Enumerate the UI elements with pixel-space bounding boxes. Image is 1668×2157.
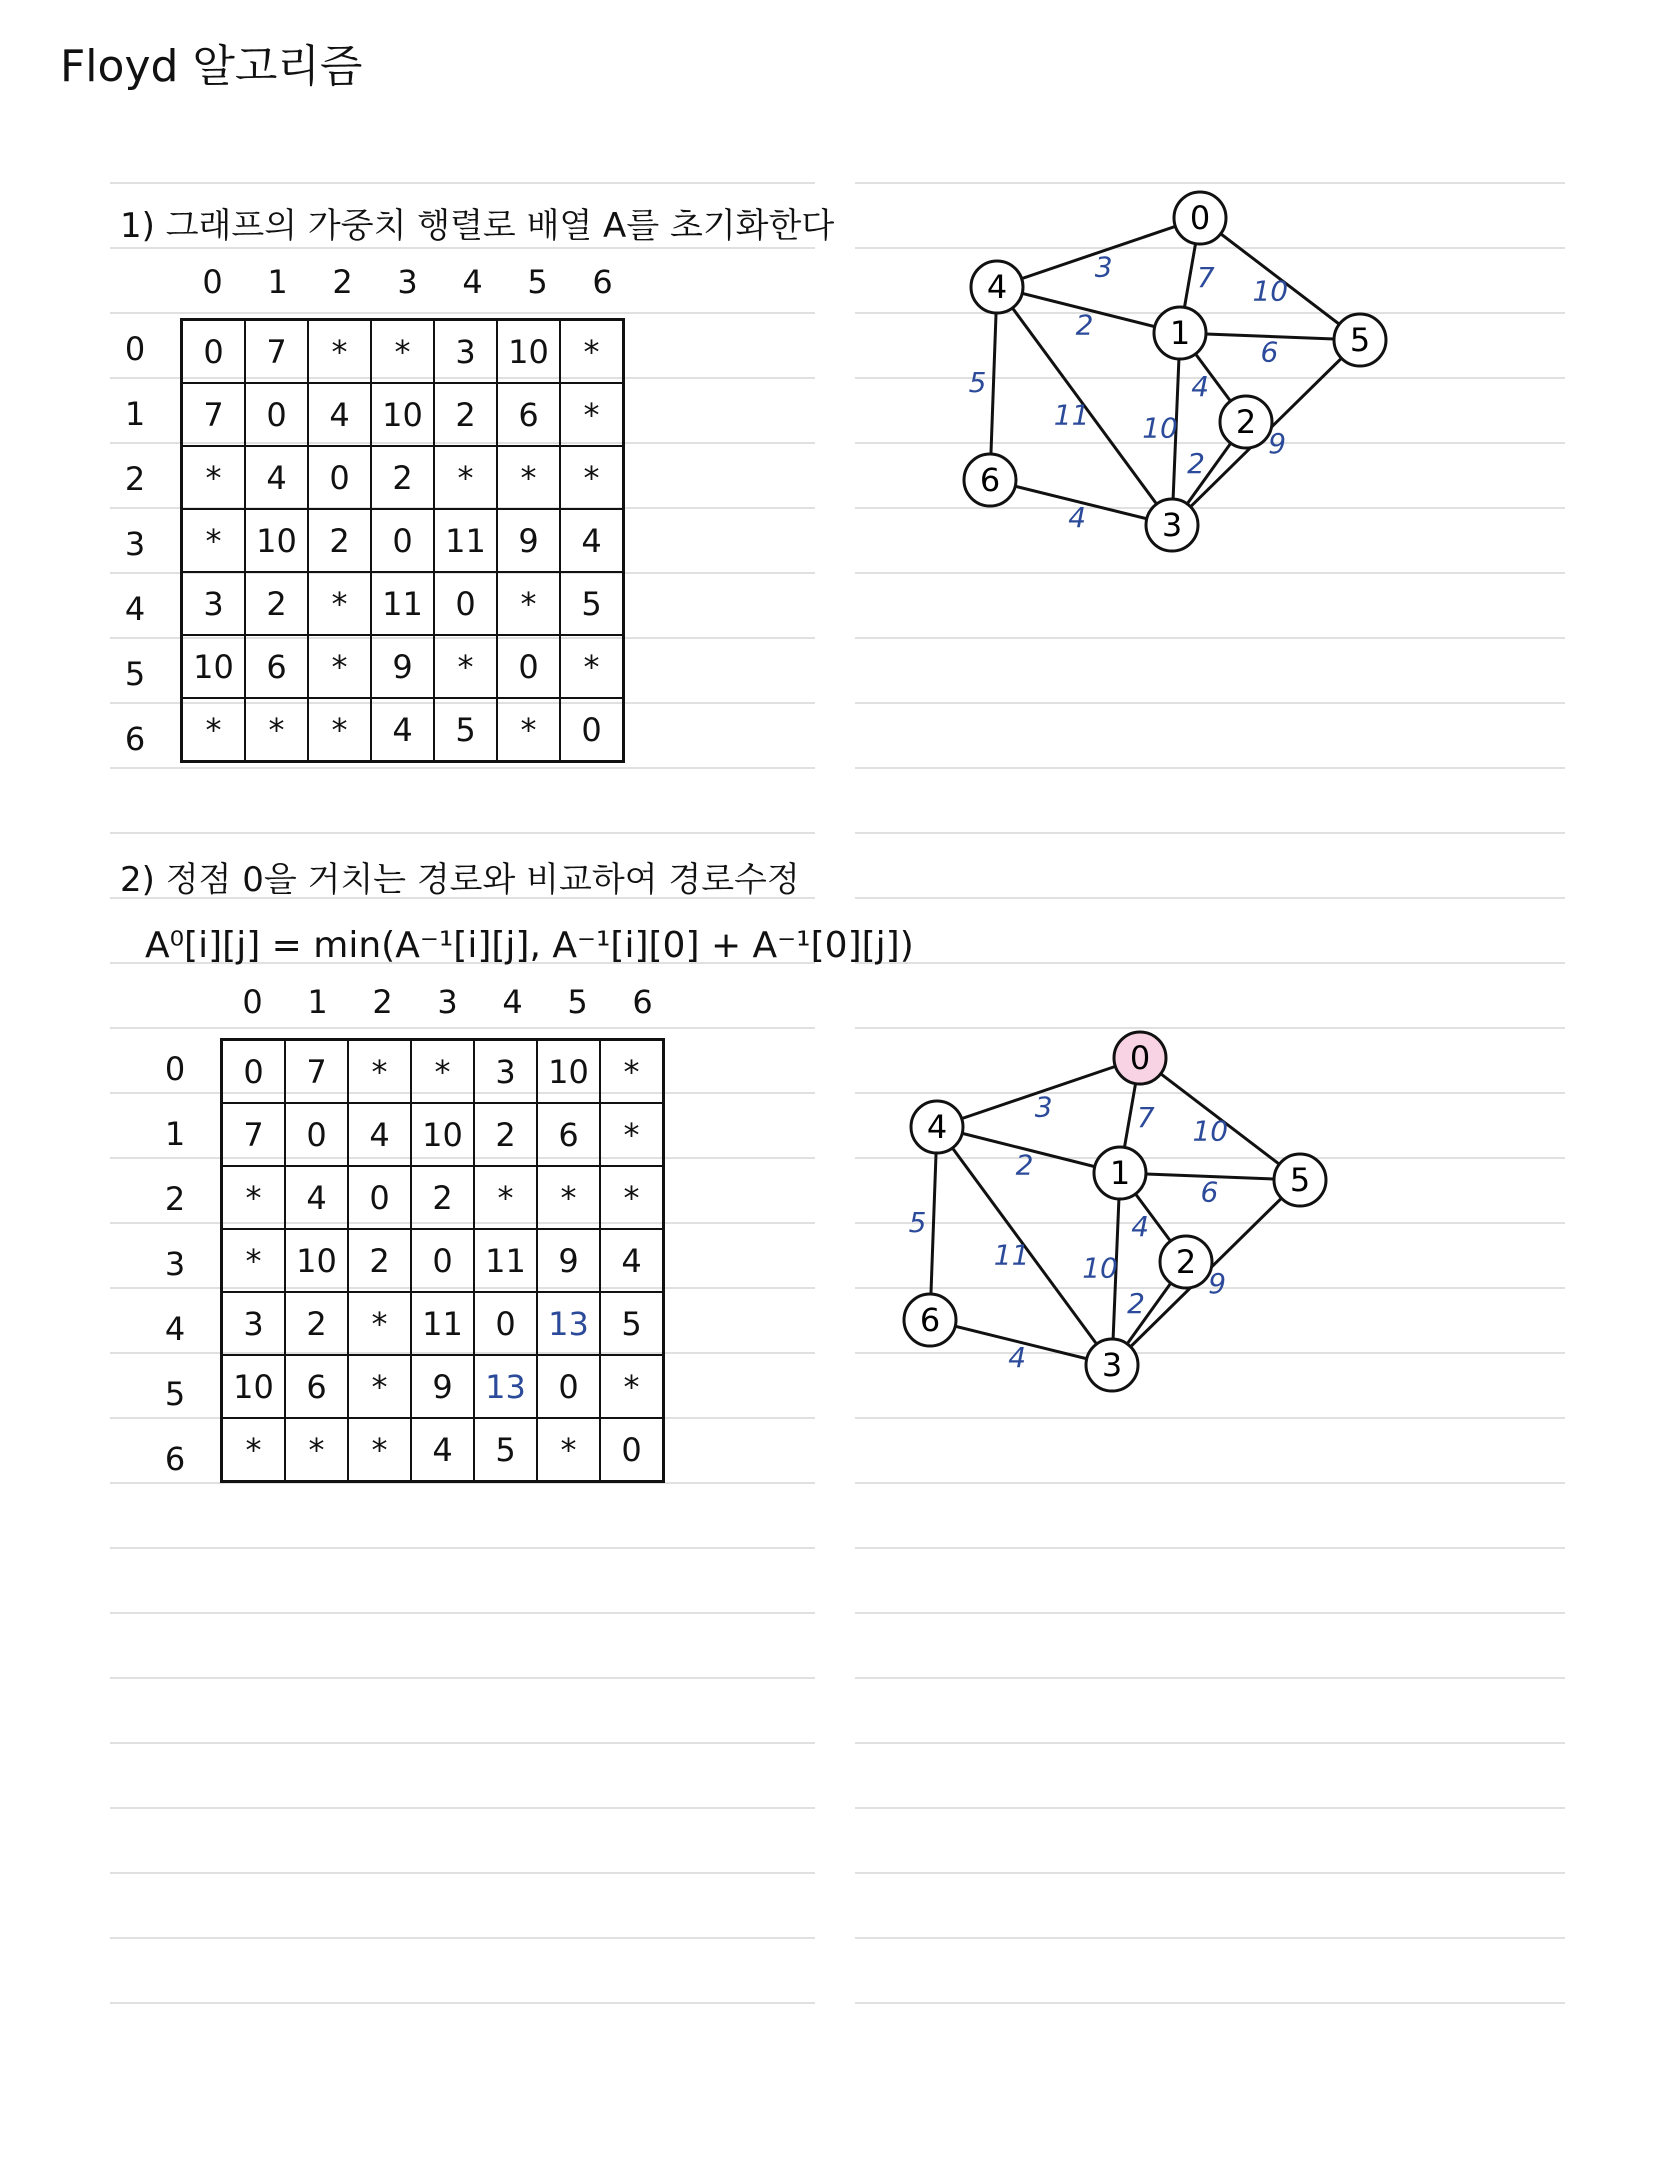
matrix-cell: *: [222, 1166, 286, 1229]
matrix-cell: *: [348, 1418, 411, 1482]
row-header: 5: [124, 655, 146, 693]
matrix-table: [220, 1038, 665, 1483]
matrix-cell: 7: [285, 1040, 348, 1104]
matrix-cell: 0: [308, 446, 371, 509]
graph-node-label: 4: [986, 268, 1008, 306]
matrix-cell: 0: [434, 572, 497, 635]
matrix-row: [222, 1355, 664, 1418]
matrix-cell: 4: [308, 383, 371, 446]
edge-weight-label: 9: [1268, 426, 1287, 460]
graph-edge: [930, 1127, 937, 1320]
row-header: 4: [164, 1310, 186, 1348]
matrix-cell: 0: [182, 320, 246, 384]
matrix-cell: 0: [348, 1166, 411, 1229]
column-header: 4: [502, 983, 523, 1021]
graph-node-label: 1: [1109, 1154, 1131, 1192]
matrix-cell: 11: [371, 572, 434, 635]
matrix-cell: 9: [497, 509, 560, 572]
matrix-cell: 10: [537, 1040, 600, 1104]
matrix-cell: 7: [222, 1103, 286, 1166]
matrix-cell: *: [600, 1040, 664, 1104]
matrix-cell: 13: [474, 1355, 537, 1418]
edge-weight-label: 4: [1191, 370, 1210, 404]
page-title: Floyd 알고리즘: [60, 41, 363, 92]
graph-node-label: 3: [1101, 1346, 1123, 1384]
matrix-row: [222, 1418, 664, 1482]
matrix-row: [222, 1040, 664, 1104]
matrix-cell: 13: [537, 1292, 600, 1355]
matrix-cell: *: [308, 320, 371, 384]
column-header: 1: [267, 263, 288, 301]
column-header: 6: [592, 263, 613, 301]
row-header: 5: [164, 1375, 186, 1413]
matrix-cell: *: [434, 635, 497, 698]
edge-weight-label: 4: [1068, 501, 1087, 535]
edge-weight-label: 9: [1208, 1266, 1227, 1300]
graph-node-label: 6: [979, 461, 1001, 499]
matrix-row: [182, 635, 624, 698]
matrix-cell: 2: [371, 446, 434, 509]
matrix-cell: 10: [182, 635, 246, 698]
matrix-table: [180, 318, 625, 763]
matrix-cell: 2: [285, 1292, 348, 1355]
section1-heading: 1) 그래프의 가중치 행렬로 배열 A를 초기화한다: [120, 206, 835, 246]
row-header: 0: [124, 330, 146, 368]
matrix-cell: *: [285, 1418, 348, 1482]
graph-node-label: 1: [1169, 314, 1191, 352]
matrix-cell: 0: [497, 635, 560, 698]
matrix-cell: *: [537, 1166, 600, 1229]
row-header: 2: [164, 1180, 186, 1218]
edge-weight-label: 10: [1142, 411, 1178, 445]
matrix-cell: 0: [371, 509, 434, 572]
matrix-cell: 0: [560, 698, 624, 762]
matrix-cell: 0: [285, 1103, 348, 1166]
column-header: 2: [332, 263, 353, 301]
matrix-cell: *: [537, 1418, 600, 1482]
matrix-cell: 5: [560, 572, 624, 635]
row-header: 1: [124, 395, 146, 433]
edge-weight-label: 10: [1252, 274, 1289, 308]
graph-node-label: 3: [1161, 506, 1183, 544]
matrix-cell: 4: [245, 446, 308, 509]
graph-node-label: 2: [1175, 1243, 1197, 1281]
matrix-cell: 10: [497, 320, 560, 384]
matrix-cell: 10: [371, 383, 434, 446]
edge-weight-label: 7: [1196, 261, 1215, 295]
matrix-row: [222, 1229, 664, 1292]
matrix-cell: *: [182, 698, 246, 762]
matrix-cell: *: [600, 1166, 664, 1229]
matrix-cell: *: [497, 572, 560, 635]
edge-weight-label: 11: [993, 1238, 1030, 1272]
matrix-cell: *: [222, 1229, 286, 1292]
row-header: 1: [164, 1115, 186, 1153]
matrix-cell: *: [348, 1292, 411, 1355]
row-header: 4: [124, 590, 146, 628]
matrix-cell: 10: [411, 1103, 474, 1166]
matrix-cell: 2: [474, 1103, 537, 1166]
graph-node-label: 6: [919, 1301, 941, 1339]
matrix-cell: 2: [348, 1229, 411, 1292]
edge-weight-label: 3: [1094, 250, 1113, 284]
graph-node-label: 2: [1235, 403, 1257, 441]
matrix-cell: *: [497, 698, 560, 762]
row-header: 0: [164, 1050, 186, 1088]
edge-weight-label: 11: [1053, 398, 1090, 432]
edge-weight-label: 5: [908, 1205, 927, 1239]
column-header: 2: [372, 983, 393, 1021]
edge-weight-label: 4: [1131, 1210, 1150, 1244]
graph-node-label: 0: [1189, 199, 1211, 237]
matrix-cell: 3: [474, 1040, 537, 1104]
row-header: 6: [164, 1440, 186, 1478]
edge-weight-label: 10: [1192, 1114, 1229, 1148]
graph-diagram-initial: [940, 180, 1480, 560]
edge-weight-label: 7: [1136, 1101, 1155, 1135]
column-header: 3: [397, 263, 418, 301]
matrix-cell: *: [560, 383, 624, 446]
matrix-cell: *: [474, 1166, 537, 1229]
matrix-cell: 0: [222, 1040, 286, 1104]
matrix-cell: 4: [600, 1229, 664, 1292]
matrix-cell: 5: [600, 1292, 664, 1355]
edge-weight-label: 6: [1260, 335, 1279, 369]
column-header: 1: [307, 983, 328, 1021]
matrix-cell: 2: [434, 383, 497, 446]
matrix-cell: *: [600, 1103, 664, 1166]
matrix-cell: 5: [434, 698, 497, 762]
floyd-formula: A⁰[i][j] = min(A⁻¹[i][j], A⁻¹[i][0] + A⁻¹[0][j]): [145, 925, 914, 966]
matrix-cell: 11: [411, 1292, 474, 1355]
matrix-cell: *: [182, 509, 246, 572]
matrix-cell: 4: [560, 509, 624, 572]
matrix-cell: 6: [537, 1103, 600, 1166]
row-header: 3: [124, 525, 146, 563]
matrix-cell: *: [222, 1418, 286, 1482]
matrix-cell: 0: [600, 1418, 664, 1482]
column-header: 0: [202, 263, 223, 301]
matrix-cell: 5: [474, 1418, 537, 1482]
graph-node-label: 5: [1289, 1161, 1311, 1199]
matrix-cell: *: [371, 320, 434, 384]
matrix-row: [182, 698, 624, 762]
matrix-cell: 9: [537, 1229, 600, 1292]
edge-weight-label: 3: [1034, 1090, 1053, 1124]
matrix-cell: 10: [222, 1355, 286, 1418]
matrix-cell: 10: [245, 509, 308, 572]
matrix-cell: 2: [245, 572, 308, 635]
matrix-cell: 9: [411, 1355, 474, 1418]
matrix-cell: 0: [245, 383, 308, 446]
graph-node-label: 5: [1349, 321, 1371, 359]
edge-weight-label: 6: [1200, 1175, 1219, 1209]
matrix-cell: *: [182, 446, 246, 509]
matrix-cell: 3: [222, 1292, 286, 1355]
column-header: 0: [242, 983, 263, 1021]
column-header: 5: [527, 263, 548, 301]
matrix-cell: 4: [371, 698, 434, 762]
matrix-row: [182, 509, 624, 572]
matrix-cell: 3: [434, 320, 497, 384]
row-header: 2: [124, 460, 146, 498]
edge-weight-label: 2: [1015, 1148, 1034, 1182]
matrix-cell: 0: [474, 1292, 537, 1355]
matrix-cell: *: [308, 635, 371, 698]
matrix-cell: 11: [434, 509, 497, 572]
column-header: 4: [462, 263, 483, 301]
matrix-cell: 10: [285, 1229, 348, 1292]
matrix-cell: 6: [497, 383, 560, 446]
matrix-cell: 6: [285, 1355, 348, 1418]
matrix-cell: 2: [411, 1166, 474, 1229]
matrix-cell: 0: [537, 1355, 600, 1418]
edge-weight-label: 4: [1008, 1341, 1027, 1375]
matrix-cell: *: [497, 446, 560, 509]
matrix-row: [182, 572, 624, 635]
matrix-cell: *: [560, 446, 624, 509]
section2-heading: 2) 정점 0을 거치는 경로와 비교하여 경로수정: [120, 860, 800, 900]
matrix-row: [182, 383, 624, 446]
matrix-cell: 2: [308, 509, 371, 572]
matrix-cell: 4: [411, 1418, 474, 1482]
matrix-cell: *: [348, 1355, 411, 1418]
graph-node-label: 4: [926, 1108, 948, 1146]
matrix-cell: *: [308, 698, 371, 762]
matrix-cell: 4: [285, 1166, 348, 1229]
edge-weight-label: 2: [1187, 447, 1205, 481]
matrix-row: [182, 320, 624, 384]
edge-weight-label: 10: [1082, 1251, 1118, 1285]
matrix-cell: 6: [245, 635, 308, 698]
edge-weight-label: 2: [1127, 1287, 1145, 1321]
column-header: 6: [632, 983, 653, 1021]
matrix-cell: *: [308, 572, 371, 635]
matrix-cell: *: [245, 698, 308, 762]
matrix-cell: 7: [182, 383, 246, 446]
matrix-cell: *: [600, 1355, 664, 1418]
row-header: 6: [124, 720, 146, 758]
matrix-cell: 9: [371, 635, 434, 698]
matrix-cell: *: [434, 446, 497, 509]
edge-weight-label: 5: [968, 365, 987, 399]
matrix-row: [222, 1103, 664, 1166]
matrix-cell: *: [411, 1040, 474, 1104]
matrix-cell: 11: [474, 1229, 537, 1292]
graph-diagram-vertex-0: [880, 1020, 1420, 1400]
matrix-cell: 7: [245, 320, 308, 384]
column-header: 3: [437, 983, 458, 1021]
matrix-cell: 0: [411, 1229, 474, 1292]
matrix-row: [182, 446, 624, 509]
matrix-row: [222, 1166, 664, 1229]
row-header: 3: [164, 1245, 186, 1283]
matrix-row: [222, 1292, 664, 1355]
matrix-cell: *: [560, 320, 624, 384]
matrix-cell: *: [560, 635, 624, 698]
matrix-cell: 3: [182, 572, 246, 635]
column-header: 5: [567, 983, 588, 1021]
matrix-cell: *: [348, 1040, 411, 1104]
matrix-cell: 4: [348, 1103, 411, 1166]
graph-node-label: 0: [1129, 1039, 1151, 1077]
edge-weight-label: 2: [1075, 308, 1094, 342]
graph-edge: [990, 287, 997, 480]
